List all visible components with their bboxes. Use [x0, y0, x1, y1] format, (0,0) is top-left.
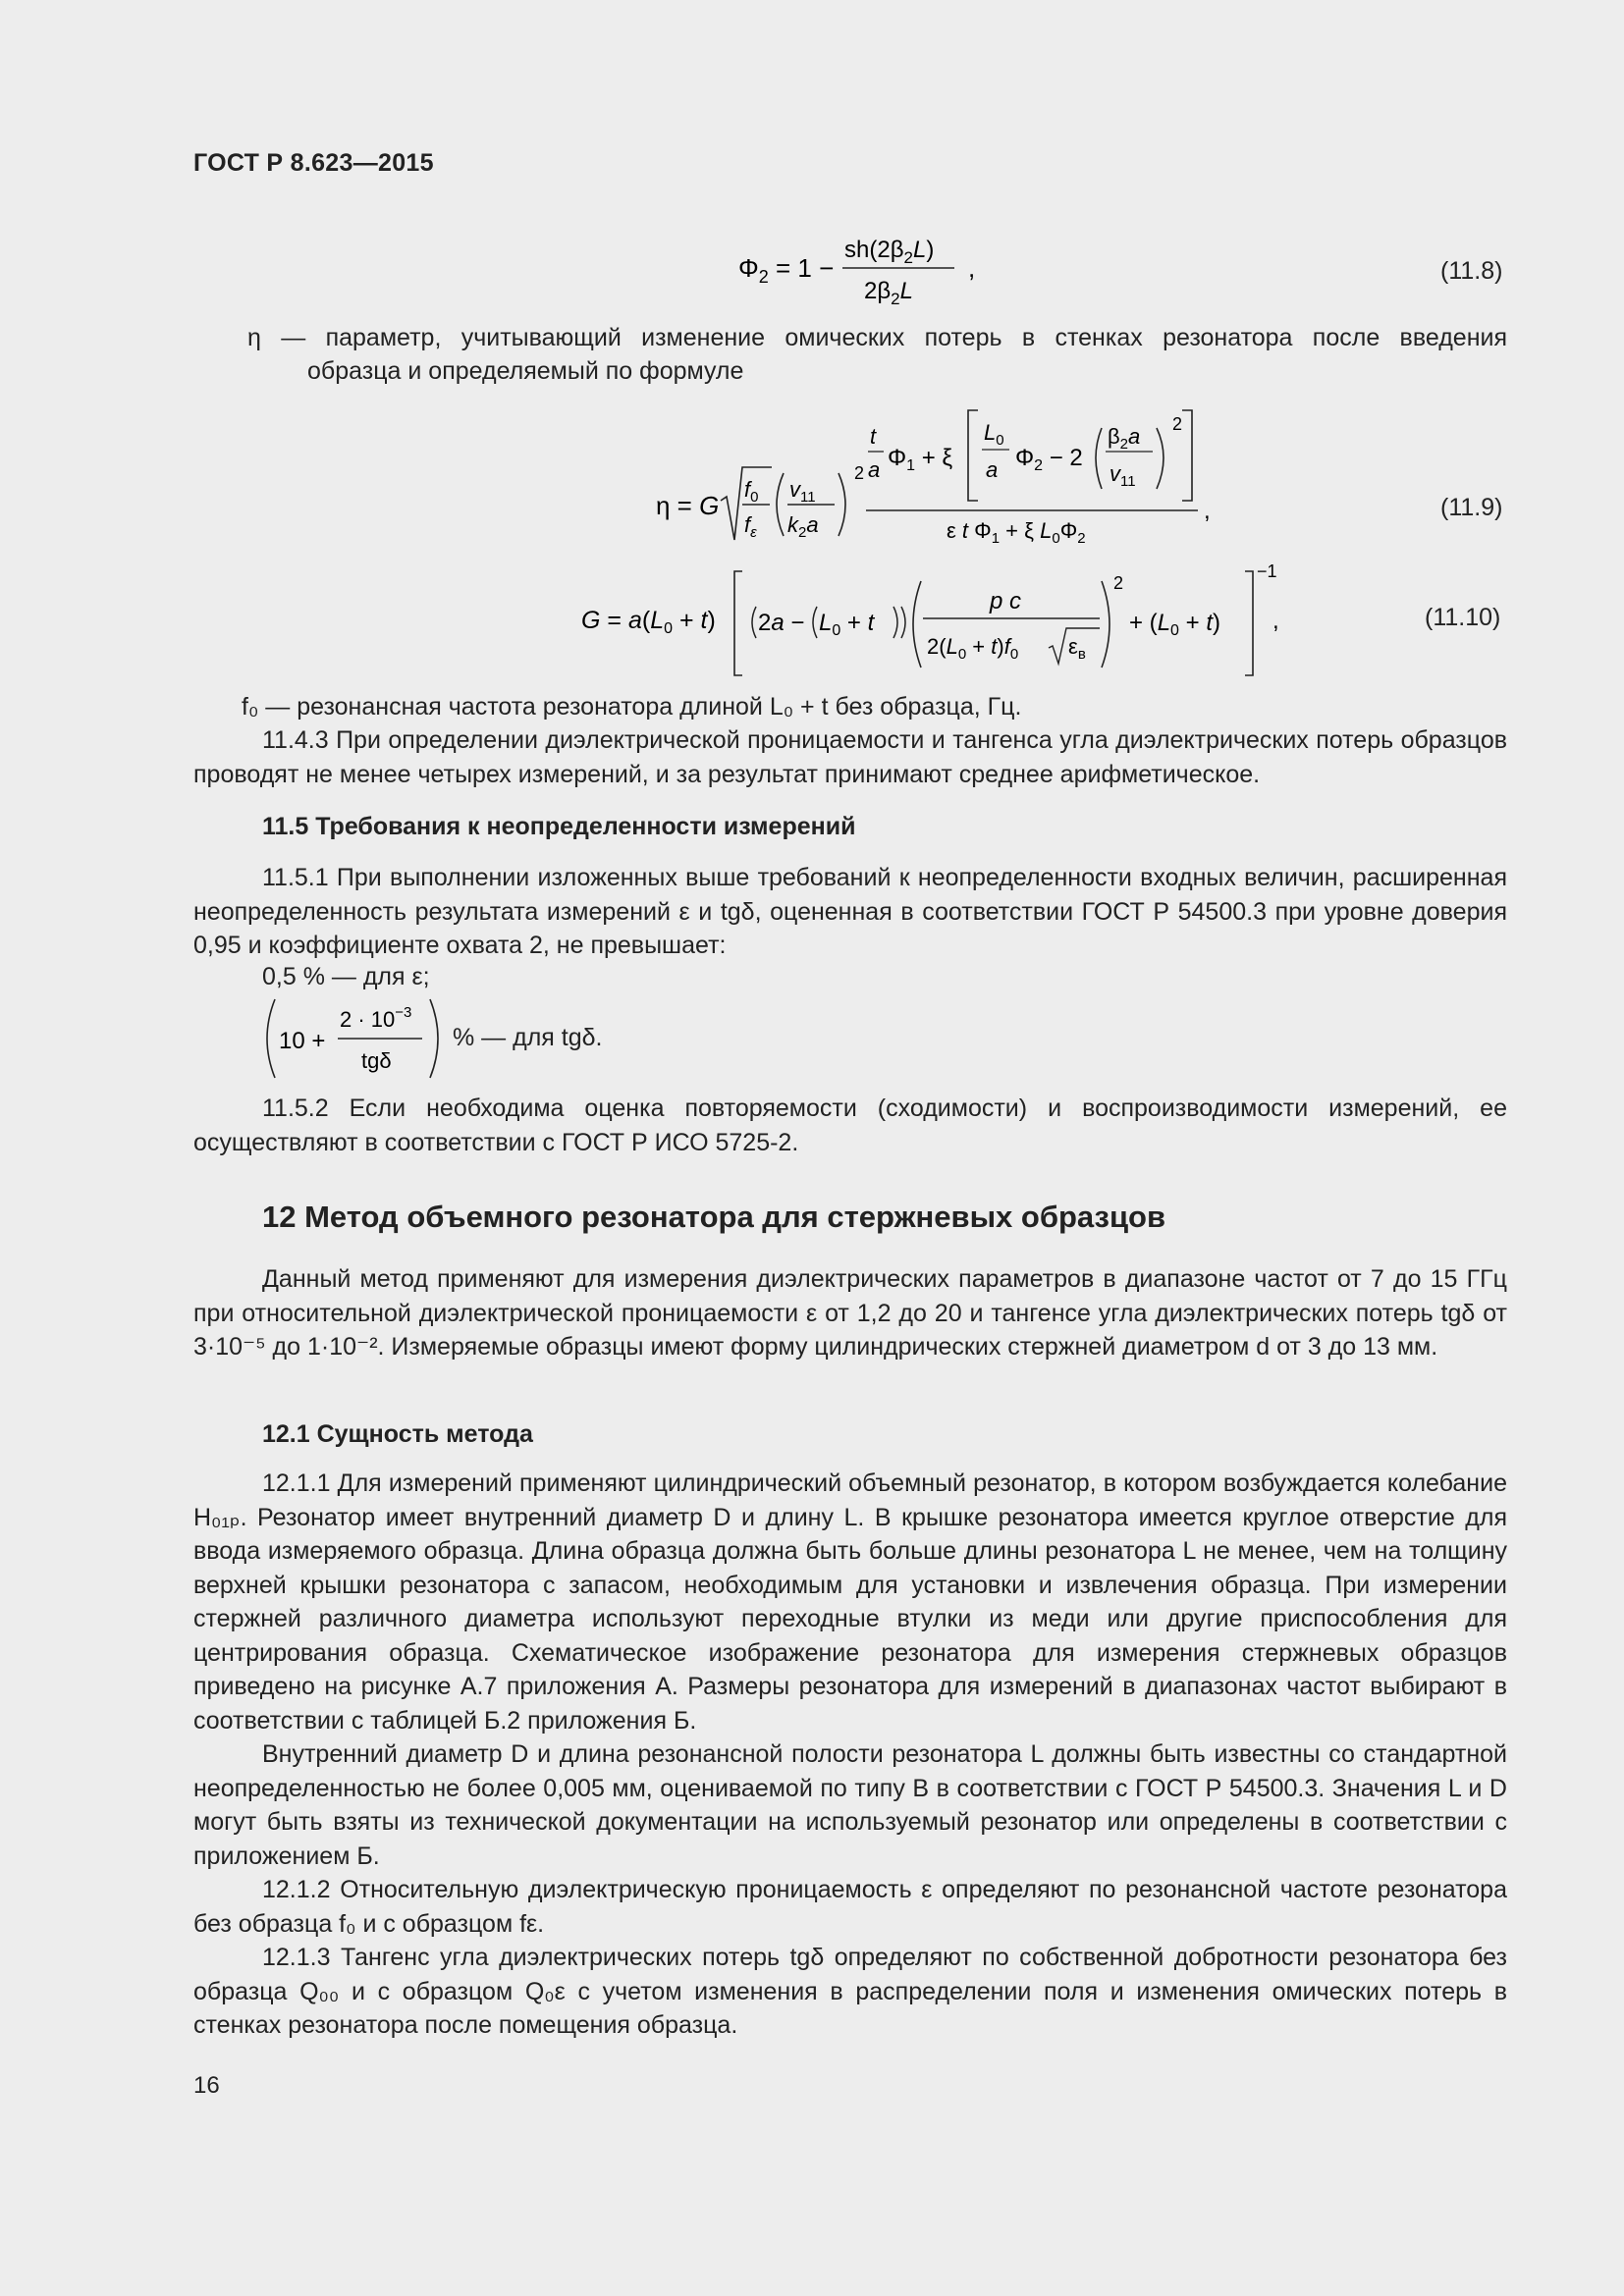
equation-11-8-formula: [736, 232, 992, 310]
svg-text:p c: p c: [990, 588, 1022, 614]
svg-text:10 +: 10 +: [279, 1028, 326, 1054]
svg-text:a: a: [986, 457, 999, 482]
heading-11-5: 11.5 Требования к неопределенности измерений: [262, 813, 856, 840]
paragraph-12-1-3: 12.1.3 Тангенс угла диэлектрических потерь tgδ определяют по собственной добротности резонатора без образца Q₀₀ и с образцом Q₀ε с учетом изменения в распределении поля и изменения омических потерь в стенках резонатора после помещения образца.: [193, 1944, 1507, 2039]
eta-definition-line1: η — параметр, учитывающий изменение омических потерь в стенках резонатора после введения: [247, 324, 1507, 351]
svg-text:G = a(L0 + t): $G = a(L_0 + t)$: [581, 607, 716, 637]
svg-text:tgδ: tgδ: [361, 1048, 392, 1073]
paragraph-11-5-2: 11.5.2 Если необходима оценка повторяемости (сходимости) и воспроизводимости измерений, ее осуществляют в соответствии с ГОСТ Р ИСО 5725-2.: [193, 1095, 1507, 1156]
paragraph-12-intro: Данный метод применяют для измерения диэлектрических параметров в диапазоне частот от 7 до 15 ГГц при относительной диэлектрической проницаемости ε от 1,2 до 20 и тангенсе угла диэлектрических потерь tgδ от 3·10⁻⁵ до 1·10⁻². Измеряемые образцы имеют форму цилиндрических стержней диаметром d от 3 до 13 мм.: [193, 1265, 1507, 1361]
svg-text:k2a: $k_2a$: [787, 512, 819, 541]
svg-text:−1: −1: [1257, 561, 1277, 581]
svg-text:,: ,: [1272, 608, 1279, 634]
svg-text:f0: $f_0$: [744, 477, 759, 506]
heading-12: 12 Метод объемного резонатора для стержневых образцов: [262, 1200, 1165, 1234]
svg-text:,: ,: [1204, 498, 1211, 524]
paragraph-12-1-2: 12.1.2 Относительную диэлектрическую проницаемость ε определяют по резонансной частоте резонатора без образца f₀ и с образцом fε.: [193, 1876, 1507, 1938]
equation-number-11-10: (11.10): [1425, 604, 1501, 631]
svg-text:2 · 10−3: $2 \cdot 10^{-3}$: [340, 1004, 412, 1032]
svg-text:Φ1 + ξ: $\Phi_1 + \xi$: [888, 445, 953, 474]
page-number: 16: [193, 2072, 220, 2099]
svg-text:v11: $v_{11}$: [1110, 461, 1136, 490]
svg-text:2: 2: [1172, 414, 1183, 434]
equation-11-9-formula: [652, 402, 1221, 550]
svg-text:sh(2β2L): $sh(2\beta_2L)$: [844, 237, 935, 267]
limit-tgdelta: % — для tgδ.: [453, 1024, 603, 1051]
svg-text:v11: $v_{11}$: [789, 477, 816, 506]
equation-11-8: [736, 232, 992, 310]
equation-number-11-8: (11.8): [1440, 257, 1503, 285]
paragraph-12-1-1: 12.1.1 Для измерений применяют цилиндрический объемный резонатор, в котором возбуждается колебание H₀₁ₚ. Резонатор имеет внутренний диаметр D и длину L. В крышке резонатора имеется круглое отверстие для ввода измеряемого образца. Длина образца должна быть больше длины резонатора L не менее, чем на толщину верхней крышки резонатора с запасом, необходимым для установки и извлечения образца. При измерении стержней различного диаметра используют переходные втулки из меди или другие приспособления для центрирования образца. Схематическое изображение резонатора для измерения стержневых образцов приведено на рисунке А.7 приложения А. Размеры резонатора для измерений в диапазонах частот выбирают в соответствии с таблицей Б.2 приложения Б.: [193, 1469, 1507, 1735]
paragraph-11-4-3: 11.4.3 При определении диэлектрической проницаемости и тангенса угла диэлектрических потерь образцов проводят не менее четырех измерений, и за результат принимают среднее арифметическое.: [193, 726, 1507, 788]
svg-text:2a −: 2a −: [758, 610, 805, 636]
svg-text:a: a: [868, 457, 881, 482]
svg-text:ε t Φ1 + ξ L0Φ2: ε t $\Phi_1 + \xi$ $L_0\Phi_2$: [947, 518, 1086, 547]
svg-text:,: ,: [968, 253, 976, 283]
limit-epsilon: 0,5 % — для ε;: [262, 963, 430, 990]
f0-definition: f₀ — резонансная частота резонатора длиной L₀ + t без образца, Гц.: [242, 693, 1022, 721]
equation-11-10-formula: [579, 558, 1296, 685]
equation-11-10: [579, 558, 1296, 685]
svg-text:fε: $f_\varepsilon$: [744, 512, 757, 541]
svg-text:2β2L: $2\beta_2L$: [864, 278, 913, 308]
eta-definition-line2: образца и определяемый по формуле: [307, 357, 744, 385]
svg-text:2(L0 + t)f0: $2(L_0 + t)f_0$: [927, 634, 1019, 663]
document-header: ГОСТ Р 8.623—2015: [193, 149, 434, 177]
svg-text:2: 2: [1113, 573, 1124, 593]
svg-text:2: 2: [854, 463, 865, 483]
svg-text:Φ2 − 2: $\Phi_2 - 2$: [1015, 445, 1083, 474]
svg-text:L0: $L_0$: [984, 420, 1004, 449]
paragraph-11-5-1: 11.5.1 При выполнении изложенных выше требований к неопределенности входных величин, расширенная неопределенность результата измерений ε и tgδ, оцененная в соответствии ГОСТ Р 54500.3 при уровне доверия 0,95 и коэффициенте охвата 2, не превышает:: [193, 864, 1507, 959]
heading-12-1: 12.1 Сущность метода: [262, 1420, 533, 1448]
svg-text:εв: $\varepsilon_в$: [1068, 634, 1086, 663]
svg-text:t: t: [870, 424, 877, 449]
paragraph-12-1-1b: Внутренний диаметр D и длина резонансной полости резонатора L должны быть известны со стандартной неопределенностью не более 0,005 мм, оцениваемой по типу В в соответствии с ГОСТ Р 54500.3. Значения L и D могут быть взяты из технической документации на используемый резонатор или определены в соответствии с приложением Б.: [193, 1740, 1507, 1870]
svg-text:η = G: η = G: [656, 491, 720, 520]
equation-11-9: [652, 402, 1221, 550]
equation-number-11-9: (11.9): [1440, 494, 1503, 521]
svg-text:L0 + t: $L_0 + t$: [819, 610, 875, 639]
svg-text:β2a: $\beta_2a$: [1108, 424, 1141, 453]
limit-tgdelta-formula: [263, 993, 460, 1082]
svg-text:Φ2 = 1 −: $\Phi_2 = 1$ −: [738, 253, 835, 287]
svg-text:+ (L0 + t): + $(L_0 + t)$: [1129, 610, 1220, 639]
